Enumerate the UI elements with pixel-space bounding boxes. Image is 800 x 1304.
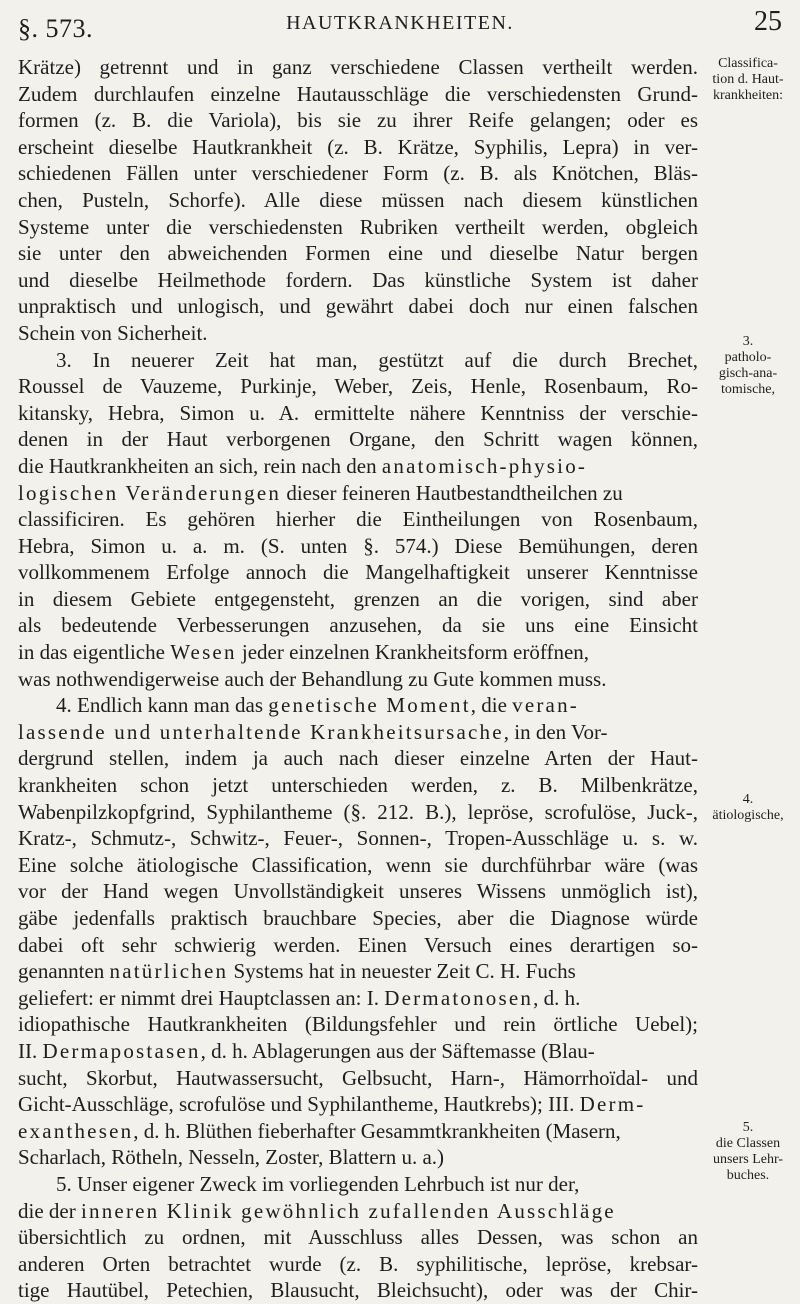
margin-note-line: tion d. Haut-	[712, 72, 784, 87]
text-fragment: geliefert: er nimmt drei Hauptclassen an: I.	[18, 985, 379, 1010]
margin-note-line: ätiologische,	[712, 808, 784, 823]
text-line	[18, 1198, 698, 1225]
text-line: kitansky, Hebra, Simon u. A. ermittelte nähere Kenntniss der verschie-	[18, 400, 698, 425]
text-line: Kratz-, Schmutz-, Schwitz-, Feuer-, Sonnen-, Tropen-Ausschläge u. s. w.	[18, 826, 698, 851]
text-line: Krätze) getrennt und in ganz verschiedene Classen vertheilt werden.	[18, 55, 698, 79]
text-line	[18, 958, 698, 985]
text-line: was nothwendigerweise auch der Behandlung zu Gute kommen muss.	[18, 666, 607, 691]
text-fragment: , die	[470, 693, 507, 718]
text-line: idiopathische Hautkrankheiten (Bildungsfehler und rein örtliche Uebel);	[18, 1012, 698, 1037]
text-line: Eine solche ätiologische Classification, wenn sie durchführbar wäre (was	[18, 852, 698, 877]
text-fragment: , in den Vor-	[503, 719, 608, 744]
text-line	[18, 985, 698, 1012]
text-line	[18, 453, 698, 480]
text-line: Zudem durchlaufen einzelne Hautausschläge die verschiedensten Grund-	[18, 81, 698, 106]
emphasis-anatomisch-physio: anatomisch-physio-	[381, 453, 588, 478]
running-header	[18, 4, 782, 48]
text-line	[18, 1091, 698, 1118]
text-fragment: die der	[18, 1198, 76, 1223]
text-line: denen in der Haut verborgenen Organe, den Schritt wagen können,	[18, 427, 698, 452]
text-line	[18, 719, 698, 746]
text-fragment: genannten	[18, 959, 105, 984]
text-line: schiedenen Fällen unter verschiedener Form (z. B. als Knötchen, Bläs-	[18, 161, 698, 186]
main-text	[18, 54, 698, 1304]
text-line	[18, 639, 698, 666]
text-fragment: jeder einzelnen Krankheitsform eröffnen,	[236, 640, 590, 665]
text-line: formen (z. B. die Variola), bis sie zu ihrer Reife gelangen; oder es	[18, 108, 698, 133]
emphasis-wesen: Wesen	[170, 640, 237, 665]
text-line: vor der Hand wegen Unvollständigkeit unseres Wissens unmöglich ist),	[18, 879, 698, 904]
emphasis-veran: veran-	[512, 693, 579, 718]
text-line: übersichtlich zu ordnen, mit Ausschluss alles Dessen, was schon an	[18, 1225, 698, 1250]
text-line: dergrund stellen, indem ja auch nach dieser einzelne Arten der Haut-	[18, 746, 698, 771]
text-line: Roussel de Vauzeme, Purkinje, Weber, Zeis, Henle, Rosenbaum, Ro-	[18, 374, 698, 399]
margin-note-line: tomische,	[720, 382, 776, 397]
text-line: krankheiten schon jetzt unterschieden werden, z. B. Milbenkrätze,	[18, 773, 698, 798]
text-line: unpraktisch und unlogisch, und gewährt dabei doch nur einen falschen	[18, 294, 698, 319]
text-line: vollkommenem Erfolge annoch die Mangelhaftigkeit unserer Kenntnisse	[18, 560, 698, 585]
emphasis-innere-klinik: inneren Klinik gewöhnlich zufallenden Ausschläge	[80, 1198, 616, 1223]
emphasis-genetische-moment: genetische Moment	[268, 693, 471, 718]
text-line	[18, 480, 698, 507]
text-fragment: II.	[18, 1038, 38, 1063]
margin-note-line: gisch-ana-	[718, 366, 778, 381]
margin-note-line: patholo-	[724, 350, 772, 365]
margin-note-line: Classifica-	[718, 56, 778, 71]
margin-note-number: 4.	[742, 792, 754, 807]
margin-note-classification	[700, 56, 796, 104]
text-fragment: , d. h.	[533, 985, 581, 1010]
margin-note-pathologisch	[700, 334, 796, 398]
text-fragment: 4. Endlich kann man das	[56, 693, 264, 718]
text-line: tige Hautübel, Petechien, Blausucht, Bleichsucht), oder was der Chir-	[18, 1278, 698, 1303]
text-line: als bedeutende Verbesserungen anzusehen, da sie uns eine Einsicht	[18, 613, 698, 638]
emphasis-derm: Derm-	[579, 1092, 646, 1117]
emphasis-dermatonosen: Dermatonosen	[384, 985, 534, 1010]
text-line: Schein von Sicherheit.	[18, 320, 208, 345]
emphasis-krankheitsursache: lassende und unterhaltende Krankheitsursache	[18, 719, 504, 744]
margin-note-line: unsers Lehr-	[712, 1152, 784, 1167]
page-number: 25	[754, 6, 782, 37]
text-line: anderen Orten betrachtet wurde (z. B. syphilitische, lepröse, krebsar-	[18, 1251, 698, 1276]
text-line: erscheint dieselbe Hautkrankheit (z. B. Krätze, Syphilis, Lepra) in ver-	[18, 134, 698, 159]
running-title: HAUTKRANKHEITEN.	[286, 12, 514, 34]
emphasis-natuerlichen: natürlichen	[109, 959, 229, 984]
text-line	[18, 1038, 698, 1065]
text-line: sucht, Skorbut, Hautwassersucht, Gelbsucht, Harn-, Hämorrhoïdal- und	[18, 1065, 698, 1090]
margin-note-number: 3.	[742, 334, 754, 349]
paragraph-3-start: 3. In neuerer Zeit hat man, gestützt auf die durch Brechet,	[56, 347, 698, 372]
paragraph-4-start	[18, 692, 698, 719]
text-line: sie unter den abweichenden Formen eine und dieselbe Natur bergen	[18, 241, 698, 266]
text-line: Scharlach, Rötheln, Nesseln, Zoster, Blattern u. a.)	[18, 1145, 445, 1170]
text-fragment: die Hautkrankheiten an sich, rein nach den	[18, 453, 377, 478]
text-line: Hebra, Simon u. a. m. (S. unten §. 574.) Diese Bemühungen, deren	[18, 533, 698, 558]
emphasis-dermapostasen: Dermapostasen	[42, 1038, 201, 1063]
text-line: Wabenpilzkopfgrind, Syphilantheme (§. 212. B.), lepröse, scrofulöse, Juck-,	[18, 799, 698, 824]
text-line: in diesem Gebiete entgegensteht, grenzen an die vorigen, sind aber	[18, 586, 698, 611]
text-fragment: in das eigentliche	[18, 640, 165, 665]
paragraph-5-start: 5. Unser eigener Zweck im vorliegenden Lehrbuch ist nur der,	[56, 1171, 580, 1196]
margin-note-aetiologisch	[700, 792, 796, 824]
text-line: dabei oft sehr schwierig werden. Einen Versuch eines derartigen so-	[18, 932, 698, 957]
emphasis-exanthesen: exanthesen	[18, 1118, 134, 1143]
margin-note-line: krankheiten:	[713, 88, 783, 103]
text-fragment: dieser feineren Hautbestandtheilchen zu	[281, 480, 623, 505]
margin-note-line: buches.	[726, 1168, 770, 1183]
text-line: Systeme unter die verschiedensten Rubriken vertheilt werden, obgleich	[18, 214, 698, 239]
text-fragment: Gicht-Ausschläge, scrofulöse und Syphilantheme, Hautkrebs); III.	[18, 1092, 575, 1117]
text-line: und dieselbe Heilmethode fordern. Das künstliche System ist daher	[18, 267, 698, 292]
margin-note-classen	[700, 1120, 796, 1184]
emphasis-logischen-veraenderungen: logischen Veränderungen	[18, 480, 282, 505]
margin-note-number: 5.	[742, 1120, 754, 1135]
text-line: chen, Pusteln, Schorfe). Alle diese müssen nach diesem künstlichen	[18, 187, 698, 212]
text-line: classificiren. Es gehören hierher die Eintheilungen von Rosenbaum,	[18, 507, 698, 532]
text-fragment: , d. h. Ablagerungen aus der Säftemasse (Blau-	[200, 1038, 595, 1063]
text-line: gäbe jedenfalls praktisch brauchbare Species, aber die Diagnose würde	[18, 906, 698, 930]
text-fragment: , d. h. Blüthen fieberhafter Gesammtkrankheiten (Masern,	[133, 1118, 621, 1143]
text-line	[18, 1118, 698, 1145]
margin-note-line: die Classen	[715, 1136, 781, 1151]
section-number: §. 573.	[18, 14, 93, 43]
text-fragment: Systems hat in neuester Zeit C. H. Fuchs	[228, 959, 576, 984]
